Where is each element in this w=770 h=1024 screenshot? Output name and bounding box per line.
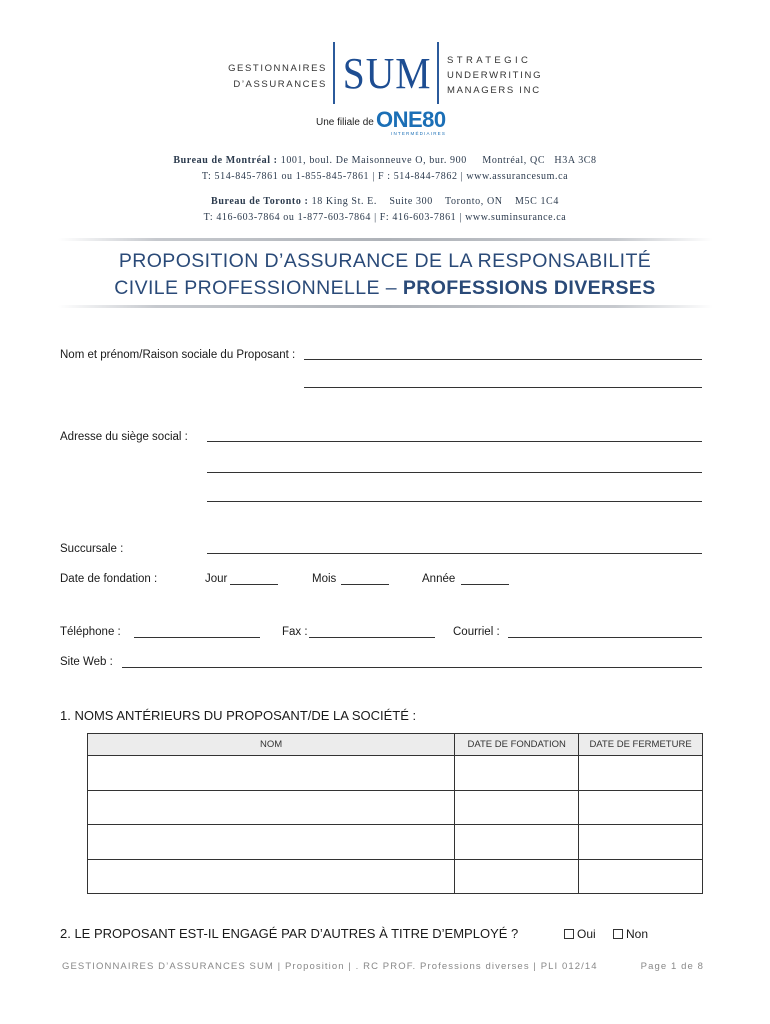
logo-left-line2: D’ASSURANCES	[233, 79, 327, 90]
jour-label: Jour	[205, 573, 228, 585]
non-label: Non	[626, 927, 649, 941]
logo-right-line2: UNDERWRITING	[447, 70, 543, 81]
cell-date-fondation[interactable]	[455, 756, 579, 791]
filiale-text: Une filiale de	[316, 117, 374, 128]
fax-label: Fax :	[282, 626, 308, 638]
adresse-field-1[interactable]	[207, 441, 702, 442]
cell-date-fermeture[interactable]	[579, 825, 703, 860]
logo-left-text	[228, 61, 327, 93]
col-header-nom: NOM	[88, 734, 455, 756]
logo-divider-left	[333, 42, 335, 104]
logo-right-line3: MANAGERS INC	[447, 85, 541, 96]
fax-field[interactable]	[309, 637, 435, 638]
cell-nom[interactable]	[88, 790, 455, 825]
annee-field[interactable]	[461, 584, 509, 585]
title-line2	[0, 277, 770, 300]
non-checkbox[interactable]	[613, 929, 623, 939]
section1-title: 1. NOMS ANTÉRIEURS DU PROPOSANT/DE LA SOCIÉTÉ :	[60, 708, 417, 723]
telephone-field[interactable]	[134, 637, 260, 638]
cell-nom[interactable]	[88, 859, 455, 894]
logo-right-text	[447, 53, 542, 98]
mois-label: Mois	[312, 573, 337, 585]
table-row	[88, 825, 703, 860]
adresse-field-3[interactable]	[207, 501, 702, 502]
one80-subtitle: INTERMÉDIAIRES	[391, 131, 447, 136]
toronto-office-line	[0, 196, 770, 207]
cell-date-fondation[interactable]	[455, 859, 579, 894]
col-header-date-fermeture: DATE DE FERMETURE	[579, 734, 703, 756]
table-row	[88, 790, 703, 825]
toronto-address: 18 King St. E. Suite 300 Toronto, ON M5C 1C4	[311, 196, 559, 207]
title-line2-regular: CIVILE PROFESSIONNELLE –	[114, 277, 397, 299]
siteweb-label: Site Web :	[60, 656, 113, 668]
oui-checkbox[interactable]	[564, 929, 574, 939]
courriel-label: Courriel :	[453, 626, 500, 638]
title-line2-bold: PROFESSIONS DIVERSES	[402, 277, 656, 299]
fondation-label: Date de fondation :	[60, 573, 158, 585]
cell-date-fondation[interactable]	[455, 825, 579, 860]
table-header-row	[88, 734, 703, 756]
toronto-contact: T: 416-603-7864 ou 1-877-603-7864 | F: 416-603-7861 | www.suminsurance.ca	[203, 212, 567, 223]
table-row	[88, 756, 703, 791]
toronto-label: Bureau de Toronto :	[211, 196, 309, 207]
annee-label: Année	[422, 573, 456, 585]
cell-date-fermeture[interactable]	[579, 790, 703, 825]
header-rule-bottom	[58, 305, 713, 308]
oui-option[interactable]	[564, 927, 596, 941]
previous-names-table	[87, 733, 703, 894]
mois-field[interactable]	[341, 584, 389, 585]
adresse-field-2[interactable]	[207, 472, 702, 473]
adresse-label: Adresse du siège social :	[60, 431, 188, 443]
succursale-field[interactable]	[207, 553, 702, 554]
logo-right-line1: STRATEGIC	[447, 55, 532, 66]
oui-label: Oui	[577, 927, 596, 941]
nom-field-1[interactable]	[304, 359, 702, 360]
montreal-office-line	[0, 155, 770, 166]
cell-nom[interactable]	[88, 825, 455, 860]
montreal-label: Bureau de Montréal :	[173, 155, 278, 166]
section2-title: 2. LE PROPOSANT EST-IL ENGAGÉ PAR D’AUTRES À TITRE D’EMPLOYÉ ?	[60, 926, 519, 941]
nom-label: Nom et prénom/Raison sociale du Proposant :	[60, 349, 296, 361]
cell-date-fermeture[interactable]	[579, 756, 703, 791]
siteweb-field[interactable]	[122, 667, 702, 668]
title-line1: PROPOSITION D’ASSURANCE DE LA RESPONSABILITÉ	[118, 250, 652, 272]
cell-date-fondation[interactable]	[455, 790, 579, 825]
courriel-field[interactable]	[508, 637, 702, 638]
logo-left-line1: GESTIONNAIRES	[228, 63, 327, 74]
logo-divider-right	[437, 42, 439, 104]
footer-page-number: Page 1 de 8	[640, 961, 704, 972]
non-option[interactable]	[613, 927, 648, 941]
montreal-address: 1001, boul. De Maisonneuve O, bur. 900 Montréal, QC H3A 3C8	[280, 155, 597, 166]
jour-field[interactable]	[230, 584, 278, 585]
col-header-date-fondation: DATE DE FONDATION	[455, 734, 579, 756]
succursale-label: Succursale :	[60, 543, 124, 555]
telephone-label: Téléphone :	[60, 626, 121, 638]
table-row	[88, 859, 703, 894]
logo-brand: SUM	[342, 49, 432, 98]
footer-left: GESTIONNAIRES D’ASSURANCES SUM | Proposition | . RC PROF. Professions diverses | PLI 012/14	[62, 961, 598, 972]
nom-field-2[interactable]	[304, 387, 702, 388]
cell-date-fermeture[interactable]	[579, 859, 703, 894]
one80-logo: ONE80	[376, 107, 446, 132]
montreal-contact: T: 514-845-7861 ou 1-855-845-7861 | F : 514-844-7862 | www.assurancesum.ca	[201, 171, 569, 182]
cell-nom[interactable]	[88, 756, 455, 791]
header-rule-top	[58, 238, 713, 241]
